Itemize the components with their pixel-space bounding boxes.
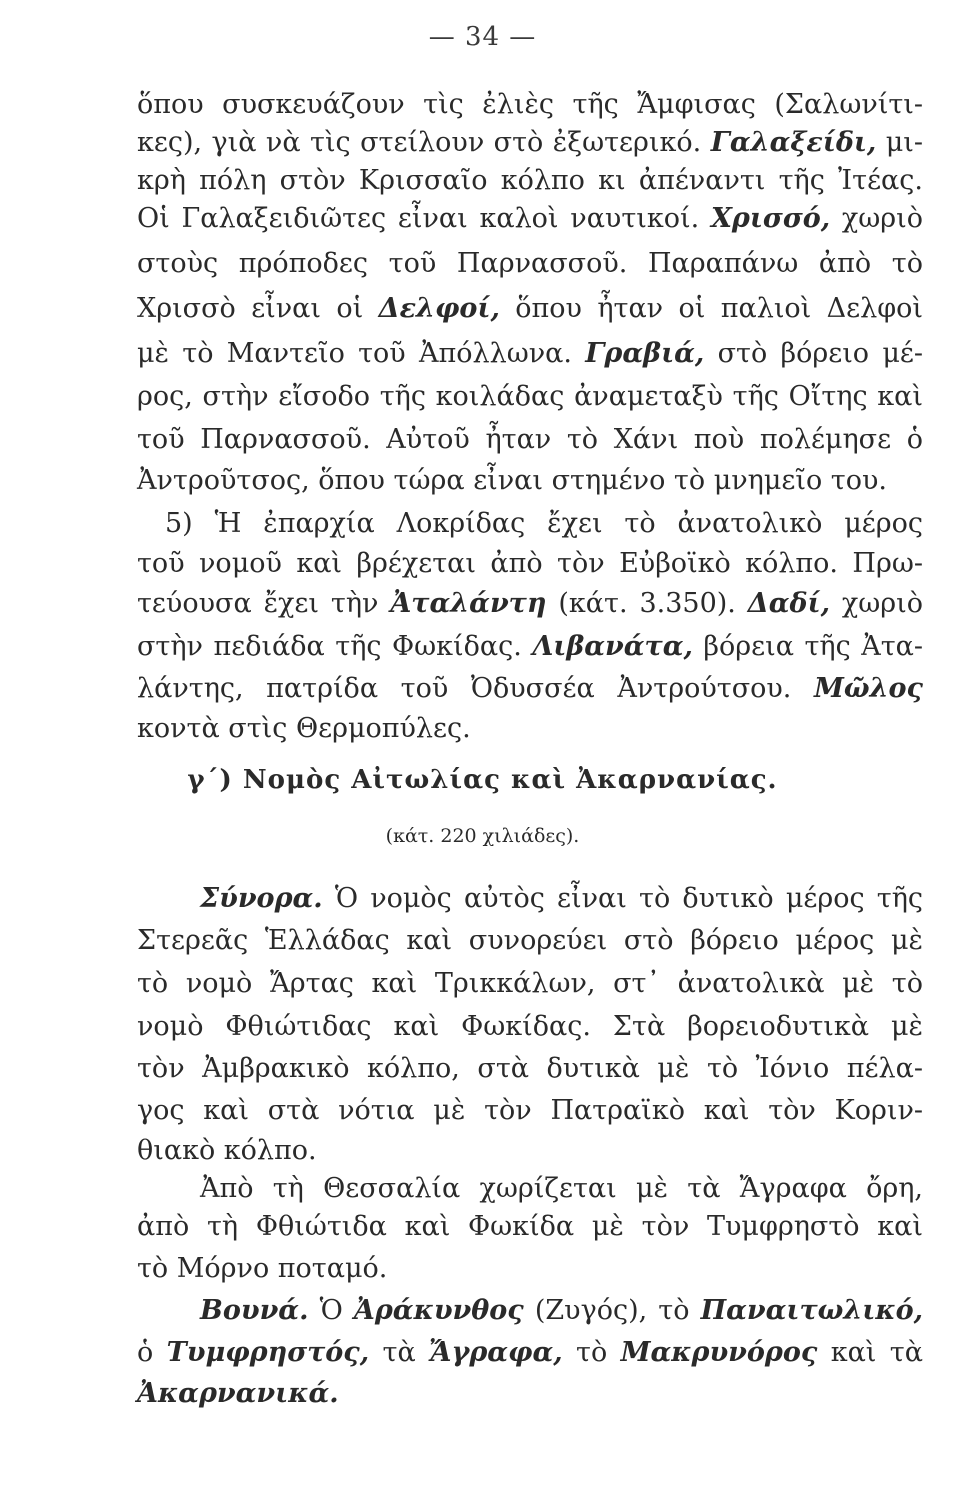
text: (Ζυγός), τὸ [534, 1295, 690, 1326]
text: κρὴ πόλη στὸν Κρισσαῖο κόλπο κι ἀπέναντι τῆς Ἰτέας. [137, 165, 923, 196]
text: στὴν πεδιάδα τῆς Φωκίδας. [137, 631, 522, 662]
text: ὅπου ἦταν οἱ παλιοὶ Δελφοὶ [515, 293, 923, 324]
text: τὸ [576, 1337, 608, 1368]
mountain-name: Ἀράκυνθος [353, 1295, 524, 1326]
text-line [137, 1250, 923, 1288]
text-line [200, 1292, 923, 1330]
place-name: Μῶλος [814, 673, 923, 704]
mountain-name: Παναιτωλικό, [700, 1295, 923, 1326]
text-line [137, 124, 923, 162]
text-line [137, 1208, 923, 1246]
text-line [137, 1008, 923, 1046]
text: τοῦ Παρνασσοῦ. Αὐτοῦ ἦταν τὸ Χάνι ποὺ πολέμησε ὁ [137, 424, 923, 455]
text-line [200, 880, 923, 918]
place-name: Χρισσό, [710, 203, 831, 234]
mountain-name: Τυμφρηστός, [166, 1337, 370, 1368]
place-name: Γαλαξείδι, [710, 127, 877, 158]
text: καὶ τὰ [830, 1337, 923, 1368]
text: τεύουσα ἔχει τὴν [137, 588, 379, 619]
text: νομὸ Φθιώτιδας καὶ Φωκίδας. Στὰ βορειοδυτικὰ μὲ [137, 1011, 923, 1042]
text: Ἀπὸ τὴ Θεσσαλία χωρίζεται μὲ τὰ Ἄγραφα ὄρη, [200, 1173, 923, 1204]
text: ρος, στὴν εἴσοδο τῆς κοιλάδας ἀναμεταξὺ τῆς Οἴτης καὶ [137, 381, 923, 412]
text-line [137, 1375, 923, 1413]
text-line [137, 585, 923, 623]
page-number: — 34 — [428, 22, 537, 52]
text-line [137, 200, 923, 238]
mountain-name: Μακρυνόρος [620, 1337, 818, 1368]
text: στὸ βόρειο μέ- [717, 338, 923, 369]
section-heading: γ΄) Νομὸς Αἰτωλίας καὶ Ἀκαρνανίας. [187, 765, 778, 795]
text: βόρεια τῆς Ἀτα- [703, 631, 923, 662]
text-line [137, 965, 923, 1003]
place-name: Δελφοί, [378, 293, 500, 324]
text-line [165, 505, 923, 543]
place-name: Γραβιά, [585, 338, 705, 369]
text-line [137, 922, 923, 960]
text: Ὁ νομὸς αὐτὸς εἶναι τὸ δυτικὸ μέρος τῆς [334, 883, 923, 914]
text: κες), γιὰ νὰ τὶς στείλουν στὸ ἐξωτερικό. [137, 127, 702, 158]
text: τοῦ νομοῦ καὶ βρέχεται ἀπὸ τὸν Εὐβοϊκὸ κόλπο. Πρω- [137, 548, 923, 579]
text-line [137, 421, 923, 459]
text: χωριὸ [841, 588, 923, 619]
text-line [137, 462, 923, 500]
text: θιακὸ κόλπο. [137, 1135, 317, 1166]
text: γος καὶ στὰ νότια μὲ τὸν Πατραϊκὸ καὶ τὸν Κοριν- [137, 1095, 923, 1126]
text-line [137, 290, 923, 328]
text-line [137, 86, 923, 124]
text: τὸν Ἀμβρακικὸ κόλπο, στὰ δυτικὰ μὲ τὸ Ἰόνιο πέλα- [137, 1053, 923, 1084]
subsection-title: Βουνά. [200, 1295, 309, 1326]
text: τὰ [382, 1337, 416, 1368]
text-line [137, 162, 923, 200]
text-line [137, 670, 923, 708]
text-line [137, 1132, 923, 1170]
text-line [137, 1092, 923, 1130]
text-line [137, 628, 923, 666]
text: ἀπὸ τὴ Φθιώτιδα καὶ Φωκίδα μὲ τὸν Τυμφρηστὸ καὶ [137, 1211, 923, 1242]
text: λάντης, πατρίδα τοῦ Ὀδυσσέα Ἀντρούτσου. [137, 673, 792, 704]
text: ὁ [137, 1337, 154, 1368]
place-name: Λιβανάτα, [532, 631, 693, 662]
text-line [137, 245, 923, 283]
text: Ὁ [319, 1295, 343, 1326]
text-line [200, 1170, 923, 1208]
text: ὅπου συσκευάζουν τὶς ἐλιὲς τῆς Ἄμφισας (Σαλωνίτι- [137, 89, 923, 120]
section-subheading: (κάτ. 220 χιλιάδες). [385, 825, 580, 847]
mountain-name: Ἄγραφα, [429, 1337, 563, 1368]
text: (κάτ. 3.350). [558, 588, 736, 619]
text: 5) Ἡ ἐπαρχία Λοκρίδας ἔχει τὸ ἀνατολικὸ μέρος [165, 508, 923, 539]
place-name: Ἀταλάντη [390, 588, 547, 619]
text: Οἱ Γαλαξειδιῶτες εἶναι καλοὶ ναυτικοί. [137, 203, 700, 234]
text-line [137, 1050, 923, 1088]
text: χωριὸ [841, 203, 923, 234]
text: στοὺς πρόποδες τοῦ Παρνασσοῦ. Παραπάνω ἀπὸ τὸ [137, 248, 923, 279]
place-name: Δαδί, [747, 588, 830, 619]
text: κοντὰ στὶς Θερμοπύλες. [137, 713, 471, 744]
text-line [137, 710, 923, 748]
text-line [137, 378, 923, 416]
text: Στερεᾶς Ἑλλάδας καὶ συνορεύει στὸ βόρειο μέρος μὲ [137, 925, 923, 956]
text: Ἀντροῦτσος, ὅπου τώρα εἶναι στημένο τὸ μνημεῖο του. [137, 465, 887, 496]
text-line [137, 545, 923, 583]
text: μι- [885, 127, 924, 158]
text: Χρισσὸ εἶναι οἱ [137, 293, 364, 324]
text: τὸ νομὸ Ἄρτας καὶ Τρικκάλων, στ᾿ ἀνατολικὰ μὲ τὸ [137, 968, 923, 999]
subsection-title: Σύνορα. [200, 883, 323, 914]
text: τὸ Μόρνο ποταμό. [137, 1253, 388, 1284]
text-line [137, 335, 923, 373]
mountain-name: Ἀκαρνανικά. [137, 1378, 339, 1409]
text: μὲ τὸ Μαντεῖο τοῦ Ἀπόλλωνα. [137, 338, 572, 369]
text-line [137, 1334, 923, 1372]
